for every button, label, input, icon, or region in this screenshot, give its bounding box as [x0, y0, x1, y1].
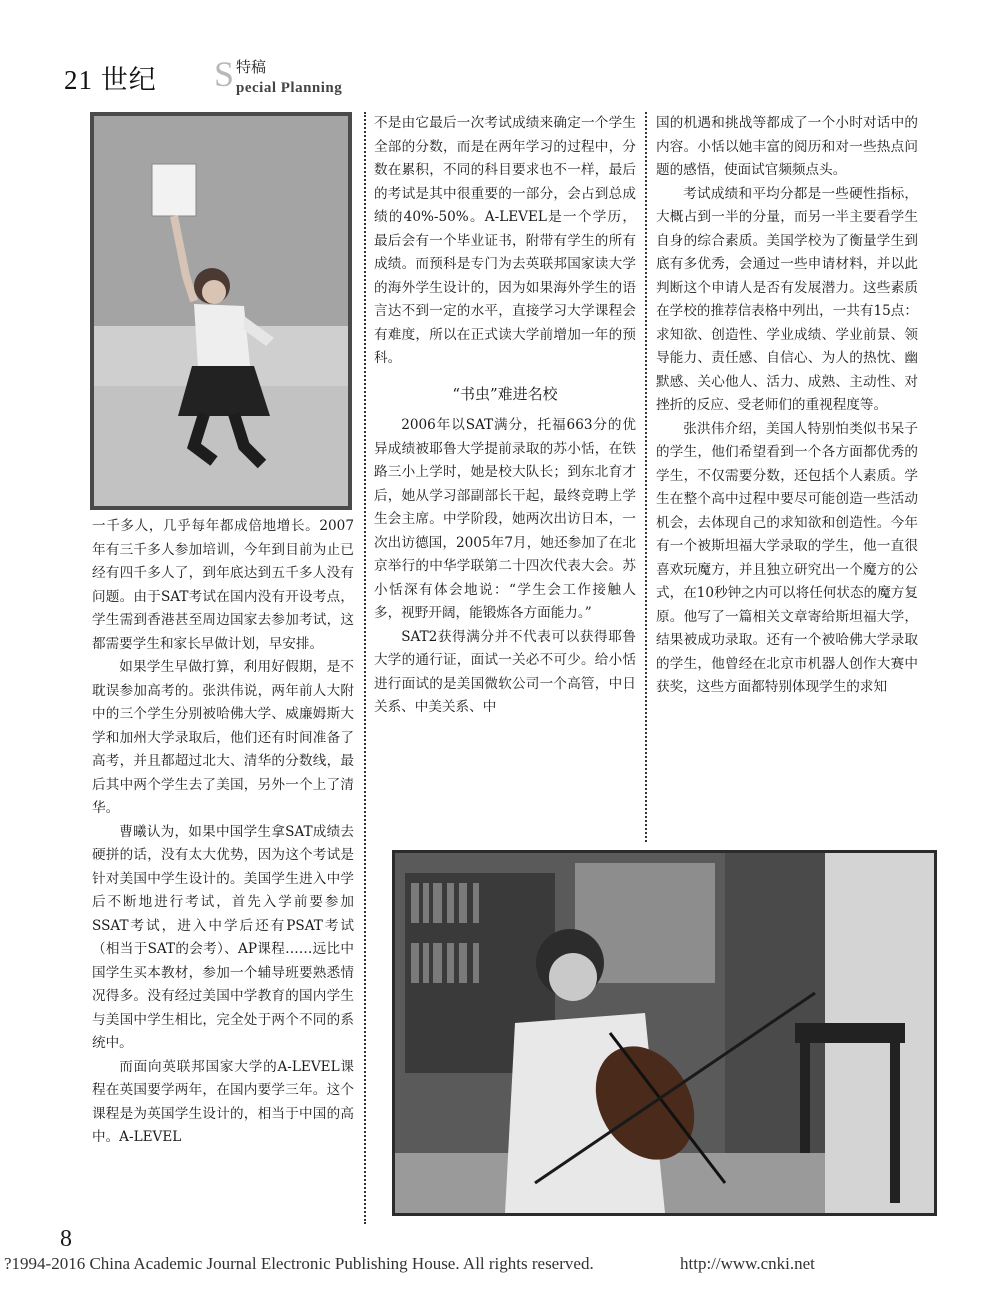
section-title-cn: 特稿 [236, 58, 267, 76]
paragraph: 国的机遇和挑战等都成了一个小时对话中的内容。小恬以她丰富的阅历和对一些热点问题的感悟，使面试官频频点头。 [656, 115, 918, 178]
section-title-en: pecial Planning [236, 80, 343, 96]
paragraph: 2006年以SAT满分，托福663分的优异成绩被耶鲁大学提前录取的苏小恬，在铁路三小上学时，她是校大队长；到东北育才后，她从学习部副部长干起，最终竞聘上学生会主席。中学阶段，她两次出访日本，一次出访德国，2005年7月，她还参加了在北京举行的中华学联第二十四次代表大会。苏小恬深有体会地说：“学生会工作接触人多，视野开阔，能锻炼各方面能力。” [374, 417, 636, 621]
page-number: 8 [60, 1226, 72, 1252]
column-divider [364, 112, 366, 1224]
boy-violin-photo [392, 850, 937, 1216]
section-initial: S [214, 54, 235, 94]
paragraph: 如果学生早做打算，利用好假期，是不耽误参加高考的。张洪伟说，两年前人大附中的三个学生分别被哈佛大学、威廉姆斯大学和加州大学录取后，他们还有时间准备了高考，并且都超过北大、清华的分数线，最后其中两个学生去了美国，另外一个上了清华。 [92, 659, 354, 816]
magazine-brand: 21 世纪 [64, 65, 157, 95]
column-divider [645, 112, 647, 842]
source-url: http://www.cnki.net [680, 1254, 815, 1273]
paragraph: 张洪伟介绍，美国人特别怕类似书呆子的学生，他们希望看到一个各方面都优秀的学生，不仅需要分数，还包括个人素质。学生在整个高中过程中要尽可能创造一些活动机会，去体现自己的求知欲和创造性。今年有一个被斯坦福大学录取的学生，他一直很喜欢玩魔方，并且独立研究出一个魔方的公式，在10秒钟之内可以将任何状态的魔方复原。他写了一篇相关文章寄给斯坦福大学，结果被成功录取。还有一个被哈佛大学录取的学生，他曾经在北京市机器人创作大赛中获奖，这些方面都特别体现学生的求知 [656, 420, 918, 695]
text-column-2 [374, 112, 636, 720]
text-column-1 [92, 515, 354, 1150]
section-heading: “书虫”难进名校 [452, 384, 558, 403]
paragraph: 一千多人，几乎每年都成倍地增长。2007年有三千多人参加培训，今年到目前为止已经有四千多人了，到年底达到五千多人没有问题。由于SAT考试在国内没有开设考点，学生需到香港甚至周边国家去参加考试，这都需要学生和家长早做计划，早安排。 [92, 518, 354, 652]
paragraph: 考试成绩和平均分都是一些硬性指标，大概占到一半的分量，而另一半主要看学生自身的综合素质。美国学校为了衡量学生到底有多优秀，会通过一些申请材料，并以此判断这个申请人是否有发展潜力。这些素质在学校的推荐信表格中列出，一共有15点：求知欲、创造性、学业成绩、学业前景、领导能力、责任感、自信心、为人的热忱、幽默感、关心他人、活力、成熟、主动性、对挫折的反应、受老师们的重视程度等。 [656, 185, 918, 413]
girl-jumping-photo [90, 112, 352, 510]
paragraph: SAT2获得满分并不代表可以获得耶鲁大学的通行证，面试一关必不可少。给小恬进行面试的是美国微软公司一个高管，中日关系、中美关系、中 [374, 628, 636, 715]
paragraph: 曹曦认为，如果中国学生拿SAT成绩去硬拼的话，没有太大优势，因为这个考试是针对美国中学生设计的。美国学生进入中学后不断地进行考试，首先入学前要参加SSAT考试，进入中学后还有PSAT考试（相当于SAT的会考）、AP课程……远比中国学生买本教材，参加一个辅导班要熟悉情况得多。没有经过美国中学教育的国内学生与美国中学生相比，完全处于两个不同的系统中。 [92, 823, 354, 1051]
paragraph: 不是由它最后一次考试成绩来确定一个学生全部的分数，而是在两年学习的过程中，分数在累积，不同的科目要求也不一样，最后的考试是其中很重要的一部分，会占到总成绩的40%-50%。A-LEVEL是一个学历，最后会有一个毕业证书，附带有学生的所有成绩。而预科是专门为去英联邦国家读大学的海外学生设计的，因为如果海外学生的语言达不到一定的水平，直接学习大学课程会有难度，所以在正式读大学前增加一年的预科。 [374, 115, 636, 366]
copyright-notice: ?1994-2016 China Academic Journal Electronic Publishing House. All rights reserved. [4, 1254, 594, 1273]
text-column-3 [656, 112, 918, 700]
paragraph: 而面向英联邦国家大学的A-LEVEL课程在英国要学两年，在国内要学三年。这个课程是为英国学生设计的，相当于中国的高中。A-LEVEL [92, 1058, 354, 1145]
